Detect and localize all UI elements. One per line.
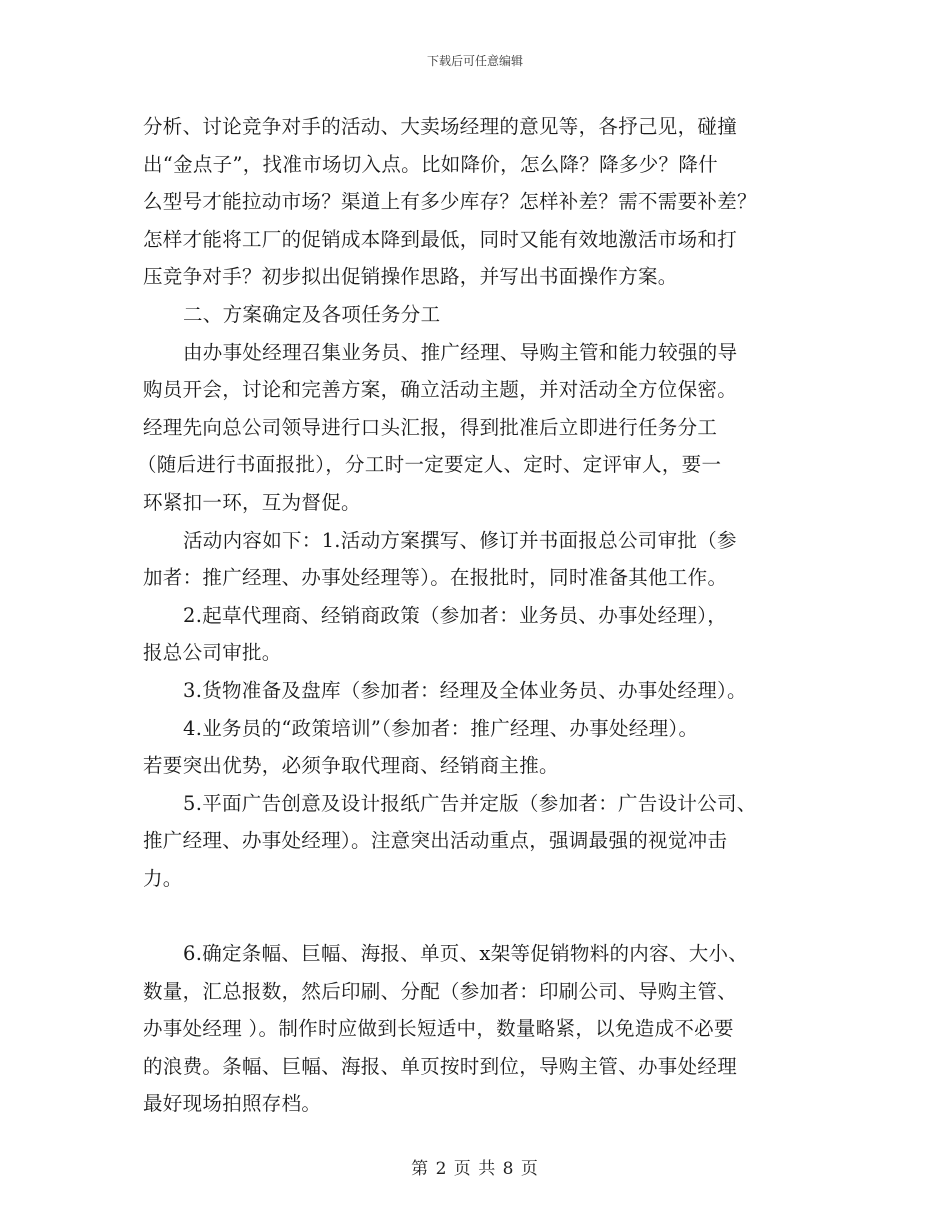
text-line: 由办事处经理召集业务员、推广经理、导购主管和能力较强的导 (183, 340, 738, 364)
text-line: 经理先向总公司领导进行口头汇报，得到批准后立即进行任务分工 (143, 415, 718, 439)
text-line: 推广经理、办事处经理）。注意突出活动重点，强调最强的视觉冲击 (143, 829, 728, 853)
text-line: 活动内容如下：1.活动方案撰写、修订并书面报总公司审批（参 (183, 528, 737, 552)
text-line: 出“金点子”，找准市场切入点。比如降价，怎么降？降多少？降什 (143, 152, 718, 176)
list-item: 4.业务员的“政策培训”（参加者：推广经理、办事处经理）。 (183, 716, 699, 740)
list-item: 5.平面广告创意及设计报纸广告并定版（参加者：广告设计公司、 (183, 791, 757, 815)
text-line: 的浪费。条幅、巨幅、海报、单页按时到位，导购主管、办事处经理 (143, 1054, 738, 1078)
text-line: 购员开会，讨论和完善方案，确立活动主题，并对活动全方位保密。 (143, 378, 738, 402)
text-line: 办事处经理 ）。制作时应做到长短适中，数量略紧，以免造成不必要 (143, 1017, 734, 1041)
text-line: （随后进行书面报批），分工时一定要定人、定时、定评审人，要一 (137, 453, 722, 477)
list-item: 3.货物准备及盘库（参加者：经理及全体业务员、办事处经理）。 (183, 678, 747, 702)
text-line: 若要突出优势，必须争取代理商、经销商主推。 (143, 754, 559, 778)
document-body (137, 108, 811, 1123)
text-line: 怎样才能将工厂的促销成本降到最低，同时又能有效地激活市场和打 (143, 227, 738, 251)
page-number: 第 2 页 共 8 页 (411, 1159, 539, 1179)
list-item: 6.确定条幅、巨幅、海报、单页、x架等促销物料的内容、大小、 (183, 942, 749, 966)
text-line: 环紧扣一环，互为督促。 (143, 490, 361, 514)
page-header: 下载后可任意编辑 (426, 54, 523, 68)
text-line: 分析、讨论竞争对手的活动、大卖场经理的意见等，各抒己见，碰撞 (143, 115, 738, 138)
text-line: 报总公司审批。 (143, 641, 282, 665)
text-line: 么型号才能拉动市场？渠道上有多少库存？怎样补差？需不需要补差？ (143, 190, 757, 214)
text-line: 压竞争对手？初步拟出促销操作思路，并写出书面操作方案。 (143, 265, 678, 289)
text-line: 最好现场拍照存档。 (143, 1092, 322, 1116)
section-heading: 二、方案确定及各项任务分工 (183, 302, 441, 326)
text-line: 数量，汇总报数，然后印刷、分配（参加者：印刷公司、导购主管、 (143, 979, 738, 1003)
paragraph-gap (143, 897, 811, 935)
text-line: 加者：推广经理、办事处经理等）。在报批时，同时准备其他工作。 (143, 566, 728, 590)
list-item: 2.起草代理商、经销商政策（参加者：业务员、办事处经理）， (183, 603, 728, 627)
text-line: 力。 (143, 866, 183, 890)
